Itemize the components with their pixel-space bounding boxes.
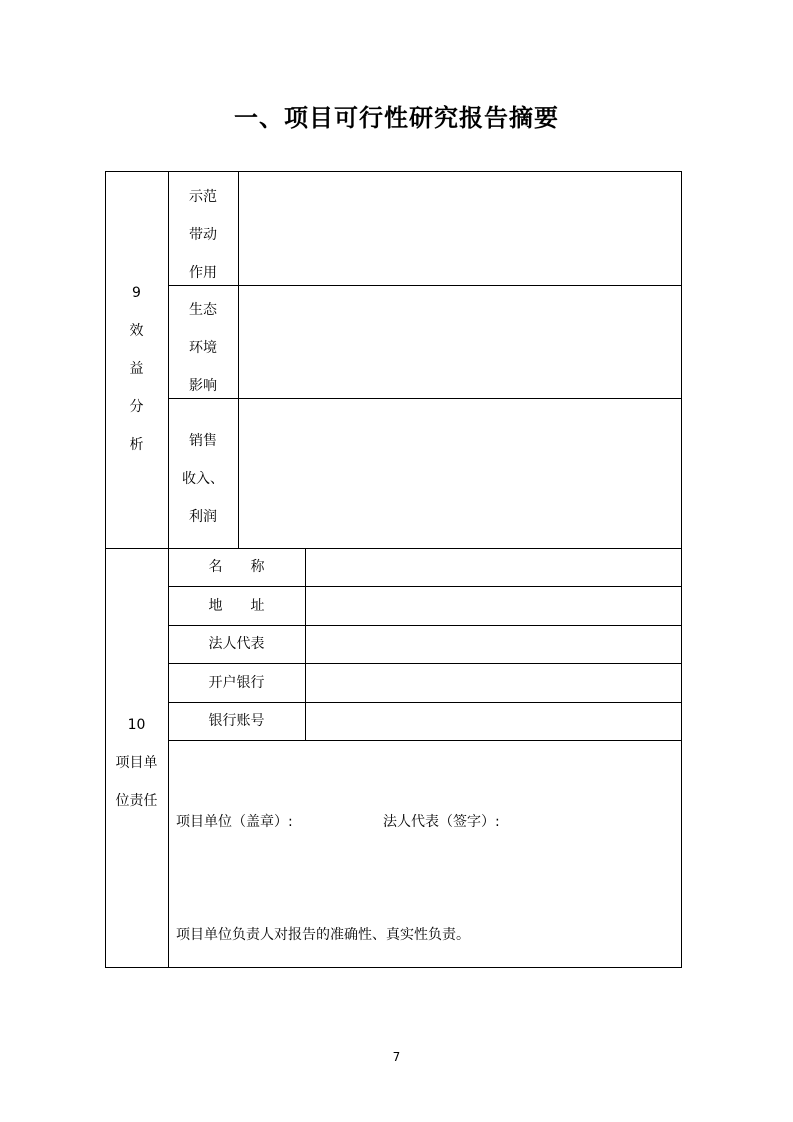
label-line: 环境 [189, 340, 217, 356]
field-label-bank: 开户银行 [208, 675, 265, 691]
demo-effect-field[interactable] [240, 173, 680, 284]
row-divider [168, 625, 682, 626]
section9-char: 效 [129, 323, 144, 339]
label-line: 作用 [189, 265, 217, 281]
label-line: 销售 [189, 433, 217, 449]
row-label-demo [168, 178, 238, 292]
section10-line: 项目单 [115, 755, 158, 771]
section10-line: 位责任 [115, 793, 158, 809]
bank-field[interactable] [307, 665, 680, 701]
section-divider [105, 548, 682, 549]
row-divider [168, 740, 682, 741]
row-label-sales [168, 422, 238, 536]
col-divider-2 [238, 171, 239, 548]
row-label-ecology [168, 291, 238, 405]
name-field[interactable] [307, 550, 680, 585]
label-line: 示范 [189, 189, 217, 205]
row-divider [168, 398, 682, 399]
field-label-account: 银行账号 [208, 713, 265, 729]
section9-label [105, 274, 168, 464]
section9-number: 9 [132, 285, 141, 301]
col-divider-3 [305, 548, 306, 740]
ecology-impact-field[interactable] [240, 287, 680, 397]
label-line: 收入、 [182, 471, 224, 487]
section10-number: 10 [127, 717, 146, 733]
section9-char: 析 [129, 437, 144, 453]
seal-label: 项目单位（盖章）: [176, 814, 293, 830]
declaration-text: 项目单位负责人对报告的准确性、真实性负责。 [176, 927, 470, 943]
label-line: 利润 [189, 509, 217, 525]
label-line: 影响 [189, 378, 217, 394]
page-title: 一、项目可行性研究报告摘要 [234, 104, 559, 132]
label-line: 带动 [189, 227, 217, 243]
address-field[interactable] [307, 588, 680, 624]
row-divider [168, 285, 682, 286]
row-divider [168, 663, 682, 664]
section9-char: 分 [129, 399, 144, 415]
row-divider [168, 586, 682, 587]
field-label-address: 地 址 [208, 598, 265, 614]
sales-profit-field[interactable] [240, 400, 680, 547]
row-divider [168, 702, 682, 703]
legal-rep-field[interactable] [307, 627, 680, 662]
section9-char: 益 [129, 361, 144, 377]
page-number: 7 [392, 1050, 401, 1064]
sign-label: 法人代表（签字）: [383, 814, 500, 830]
account-field[interactable] [307, 704, 680, 739]
field-label-name: 名 称 [208, 559, 265, 575]
section10-label [105, 706, 168, 820]
field-label-legal-rep: 法人代表 [208, 636, 265, 652]
label-line: 生态 [189, 302, 217, 318]
